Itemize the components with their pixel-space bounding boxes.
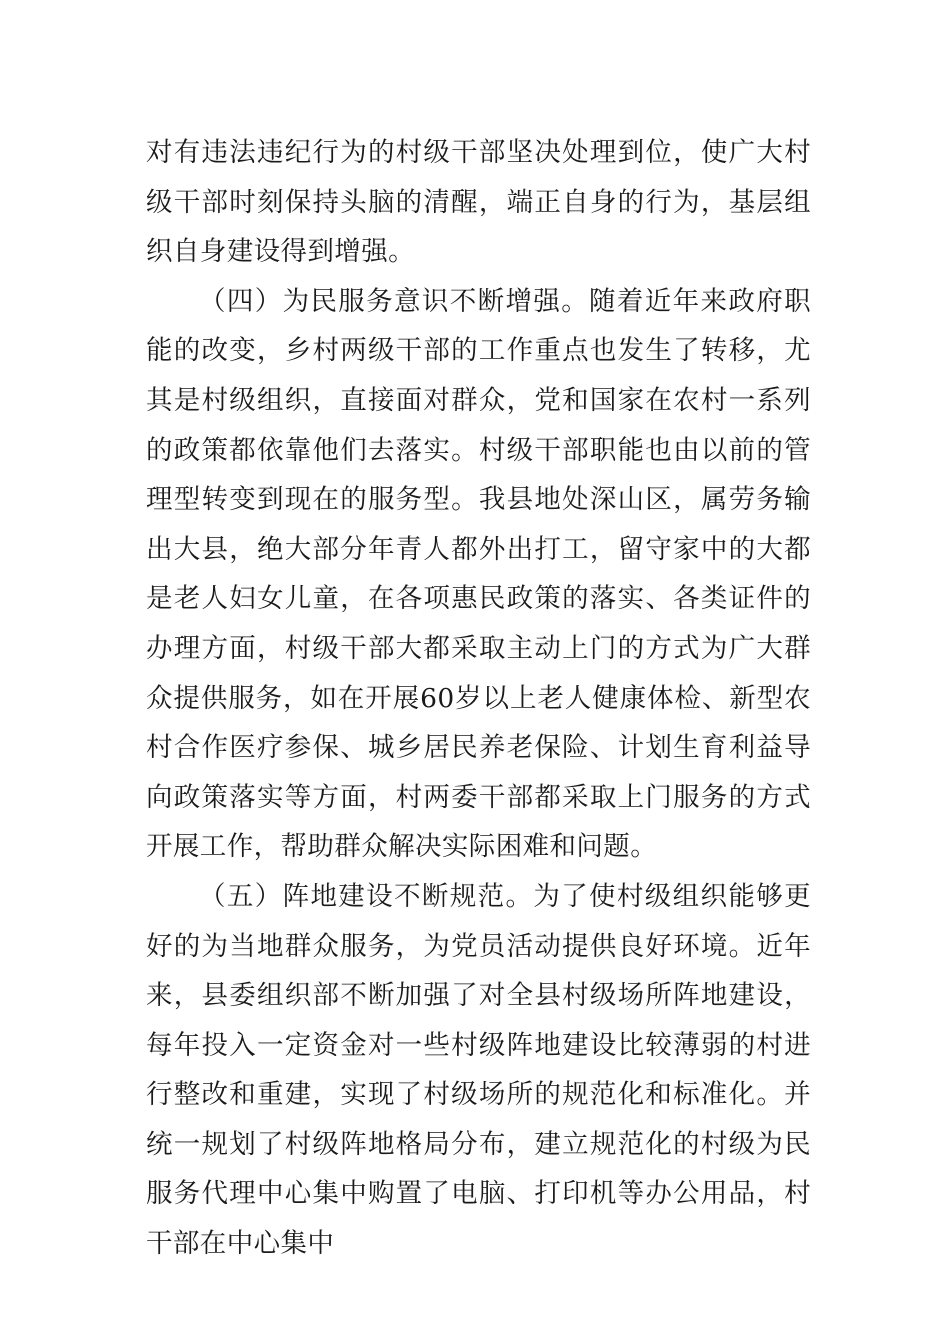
- paragraph-continuation: 对有违法违纪行为的村级干部坚决处理到位，使广大村级干部时刻保持头脑的清醒，端正自身的行为，基层组织自身建设得到增强。: [146, 137, 811, 268]
- document-body: [146, 128, 811, 1269]
- paragraph-position-construction: （五）阵地建设不断规范。为了使村级组织能够更好的为当地群众服务，为党员活动提供良好环境。近年来，县委组织部不断加强了对全县村级场所阵地建设，每年投入一定资金对一些村级阵地建设比较薄弱的村进行整改和重建，实现了村级场所的规范化和标准化。并统一规划了村级阵地格局分布，建立规范化的村级为民服务代理中心集中购置了电脑、打印机等办公用品，村干部在中心集中: [146, 880, 811, 1260]
- paragraph-service-awareness: （四）为民服务意识不断增强。随着近年来政府职能的改变，乡村两级干部的工作重点也发生了转移，尤其是村级组织，直接面对群众，党和国家在农村一系列的政策都依靠他们去落实。村级干部职能也由以前的管理型转变到现在的服务型。我县地处深山区，属劳务输出大县，绝大部分年青人都外出打工，留守家中的大都是老人妇女儿童，在各项惠民政策的落实、各类证件的办理方面，村级干部大都采取主动上门的方式为广大群众提供服务，如在开展60岁以上老人健康体检、新型农村合作医疗参保、城乡居民养老保险、计划生育利益导向政策落实等方面，村两委干部都采取上门服务的方式开展工作，帮助群众解决实际困难和问题。: [146, 285, 811, 863]
